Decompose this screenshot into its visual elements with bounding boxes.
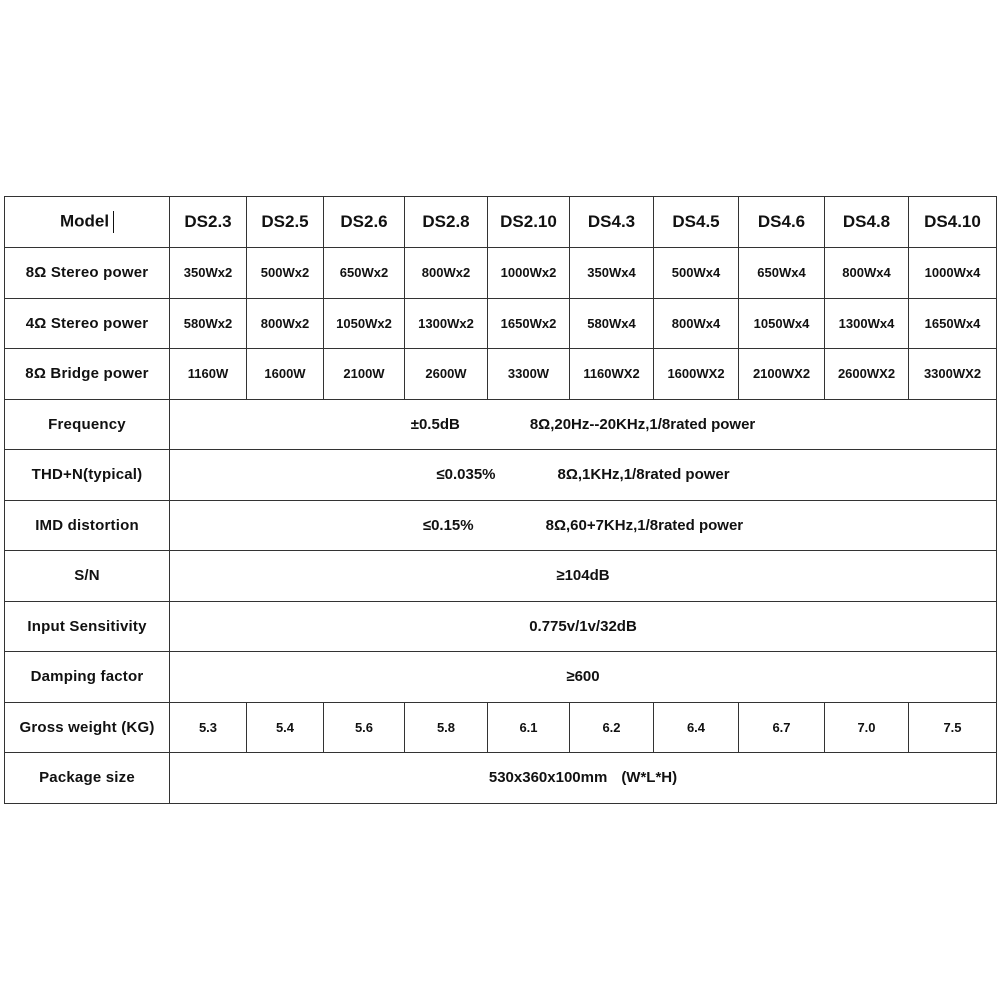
stereo-8ohm-row xyxy=(5,248,997,299)
table-cell: 350Wx2 xyxy=(170,248,247,299)
row-label: Damping factor xyxy=(5,652,170,703)
table-cell: 6.1 xyxy=(488,702,570,753)
table-cell: 1650Wx2 xyxy=(488,298,570,349)
table-cell: 1600W xyxy=(247,349,324,400)
frequency-condition: 8Ω,20Hz--20KHz,1/8rated power xyxy=(529,415,756,433)
spanning-cell xyxy=(170,753,997,804)
table-cell: 1160WX2 xyxy=(570,349,654,400)
row-label: IMD distortion xyxy=(5,500,170,551)
model-header: DS2.3 xyxy=(170,197,247,248)
thd-condition: 8Ω,1KHz,1/8rated power xyxy=(557,466,730,484)
model-header-label: Model xyxy=(59,211,110,231)
model-header: DS4.5 xyxy=(654,197,739,248)
table-cell: 2600WX2 xyxy=(825,349,909,400)
package-row xyxy=(5,753,997,804)
stereo-4ohm-row xyxy=(5,298,997,349)
imd-row xyxy=(5,500,997,551)
imd-condition: 8Ω,60+7KHz,1/8rated power xyxy=(545,516,744,534)
table-cell: 1050Wx4 xyxy=(739,298,825,349)
row-label: 8Ω Bridge power xyxy=(5,349,170,400)
table-cell: 5.3 xyxy=(170,702,247,753)
table-cell: 1300Wx4 xyxy=(825,298,909,349)
table-cell: 500Wx2 xyxy=(247,248,324,299)
table-cell: 1160W xyxy=(170,349,247,400)
row-label: Package size xyxy=(5,753,170,804)
frequency-tolerance: ±0.5dB xyxy=(410,415,460,433)
package-dimensions: 530x360x100mm xyxy=(488,769,608,787)
table-cell: 1000Wx2 xyxy=(488,248,570,299)
row-label: Frequency xyxy=(5,399,170,450)
model-header: DS2.6 xyxy=(324,197,405,248)
spec-table xyxy=(4,196,997,804)
model-header: DS2.5 xyxy=(247,197,324,248)
table-cell: 800Wx4 xyxy=(825,248,909,299)
row-label: THD+N(typical) xyxy=(5,450,170,501)
thd-value: ≤0.035% xyxy=(436,466,496,484)
table-cell: 7.5 xyxy=(909,702,997,753)
damping-value: ≥600 xyxy=(170,652,997,703)
model-header: DS2.8 xyxy=(405,197,488,248)
model-header: DS4.6 xyxy=(739,197,825,248)
imd-value: ≤0.15% xyxy=(422,516,474,534)
table-cell: 5.4 xyxy=(247,702,324,753)
weight-row xyxy=(5,702,997,753)
package-dimension-order: (W*L*H) xyxy=(621,769,678,787)
text-cursor xyxy=(113,211,114,233)
spanning-cell xyxy=(170,450,997,501)
spanning-cell xyxy=(170,500,997,551)
table-cell: 6.2 xyxy=(570,702,654,753)
table-cell: 6.7 xyxy=(739,702,825,753)
table-cell: 1600WX2 xyxy=(654,349,739,400)
table-cell: 3300WX2 xyxy=(909,349,997,400)
model-header: DS4.3 xyxy=(570,197,654,248)
model-header: DS4.8 xyxy=(825,197,909,248)
table-cell: 1300Wx2 xyxy=(405,298,488,349)
table-cell: 580Wx2 xyxy=(170,298,247,349)
table-cell: 800Wx2 xyxy=(405,248,488,299)
table-cell: 7.0 xyxy=(825,702,909,753)
damping-row xyxy=(5,652,997,703)
table-cell: 6.4 xyxy=(654,702,739,753)
row-label: Input Sensitivity xyxy=(5,601,170,652)
row-label: Gross weight (KG) xyxy=(5,702,170,753)
table-cell: 800Wx4 xyxy=(654,298,739,349)
row-label: 4Ω Stereo power xyxy=(5,298,170,349)
table-cell: 500Wx4 xyxy=(654,248,739,299)
thd-row xyxy=(5,450,997,501)
sn-value: ≥104dB xyxy=(170,551,997,602)
table-cell: 1650Wx4 xyxy=(909,298,997,349)
table-cell: 2100WX2 xyxy=(739,349,825,400)
table-cell: 2100W xyxy=(324,349,405,400)
table-cell: 650Wx2 xyxy=(324,248,405,299)
sensitivity-row xyxy=(5,601,997,652)
table-cell: 2600W xyxy=(405,349,488,400)
frequency-row xyxy=(5,399,997,450)
table-cell: 350Wx4 xyxy=(570,248,654,299)
table-cell: 1000Wx4 xyxy=(909,248,997,299)
model-header: DS4.10 xyxy=(909,197,997,248)
model-header-cell xyxy=(5,197,170,248)
table-cell: 3300W xyxy=(488,349,570,400)
table-cell: 5.8 xyxy=(405,702,488,753)
table-cell: 580Wx4 xyxy=(570,298,654,349)
sn-row xyxy=(5,551,997,602)
sensitivity-value: 0.775v/1v/32dB xyxy=(170,601,997,652)
spanning-cell xyxy=(170,399,997,450)
table-cell: 5.6 xyxy=(324,702,405,753)
table-cell: 1050Wx2 xyxy=(324,298,405,349)
table-cell: 800Wx2 xyxy=(247,298,324,349)
model-header: DS2.10 xyxy=(488,197,570,248)
bridge-8ohm-row xyxy=(5,349,997,400)
row-label: S/N xyxy=(5,551,170,602)
table-cell: 650Wx4 xyxy=(739,248,825,299)
header-row xyxy=(5,197,997,248)
row-label: 8Ω Stereo power xyxy=(5,248,170,299)
